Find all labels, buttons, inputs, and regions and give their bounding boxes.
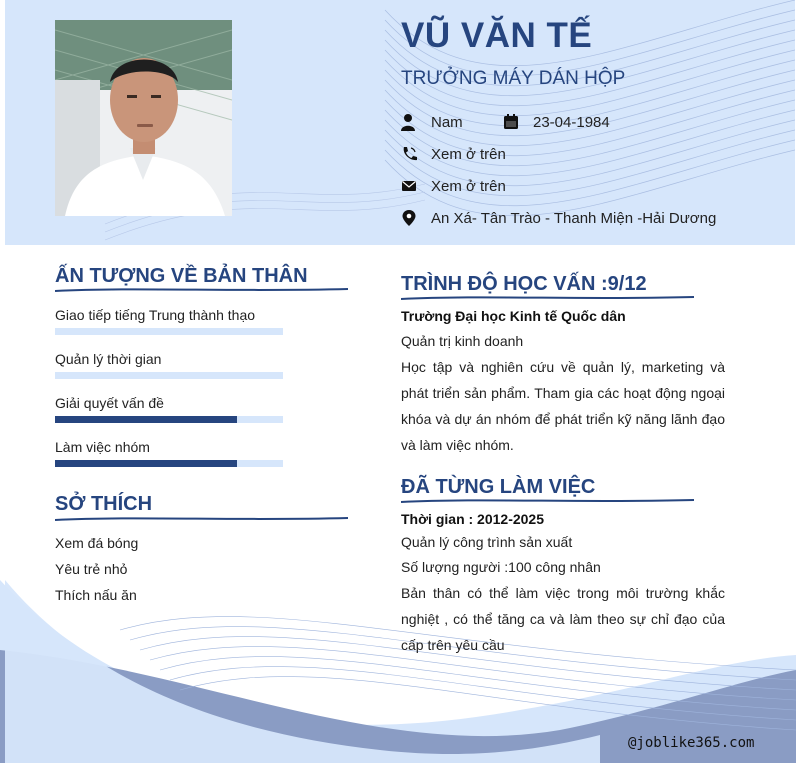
- skill-bar: [55, 328, 283, 335]
- skills-heading-underline: [55, 287, 348, 293]
- phone-row: [401, 145, 506, 163]
- email-row: [401, 177, 506, 195]
- experience-description: Bản thân có thể làm việc trong môi trường khắc nghiệt , có thể tăng ca và làm theo sự chỉ đạo của cấp trên yêu cầu: [401, 585, 725, 653]
- skill-bar-fill: [55, 416, 237, 423]
- experience-role: Quản lý công trình sản xuất: [401, 534, 573, 550]
- gender-value: Nam: [431, 113, 463, 131]
- profile-photo: [55, 20, 232, 216]
- education-heading: TRÌNH ĐỘ HỌC VẤN :9/12: [401, 273, 647, 295]
- dob-value: 23-04-1984: [533, 113, 610, 131]
- dob-row: [503, 113, 610, 131]
- skill-label: Giao tiếp tiếng Trung thành thạo: [55, 307, 256, 323]
- hobby-item: Yêu trẻ nhỏ: [55, 561, 128, 577]
- envelope-icon: [401, 177, 417, 195]
- hobby-item: Thích nấu ăn: [55, 587, 137, 603]
- address-row: [401, 209, 716, 227]
- education-heading-underline: [401, 295, 694, 301]
- education-description: Học tập và nghiên cứu về quản lý, marketing và phát triển sản phẩm. Tham gia các hoạt động ngoại khóa và dự án nhóm để phát triển kỹ năng lãnh đạo và làm việc nhóm.: [401, 359, 725, 453]
- gender-row: [401, 113, 463, 131]
- skills-heading: ẤN TƯỢNG VỀ BẢN THÂN: [55, 265, 308, 287]
- skill-bar: [55, 416, 283, 423]
- skill-bar-fill: [55, 460, 237, 467]
- email-value: Xem ở trên: [431, 177, 506, 195]
- education-major: Quản trị kinh doanh: [401, 333, 524, 349]
- user-icon: [401, 113, 417, 131]
- address-value: An Xá- Tân Trào - Thanh Miện -Hải Dương: [431, 209, 717, 227]
- job-title: TRƯỞNG MÁY DÁN HỘP: [401, 68, 626, 89]
- hobbies-heading: SỞ THÍCH: [55, 493, 153, 515]
- skill-bar: [55, 460, 283, 467]
- experience-staff: Số lượng người :100 công nhân: [401, 559, 601, 575]
- skill-bar: [55, 372, 283, 379]
- experience-heading-underline: [401, 498, 694, 504]
- hobby-item: Xem đá bóng: [55, 535, 139, 551]
- map-pin-icon: [401, 209, 417, 227]
- phone-icon: [401, 145, 417, 163]
- phone-value: Xem ở trên: [431, 145, 506, 163]
- experience-heading: ĐÃ TỪNG LÀM VIỆC: [401, 476, 596, 498]
- candidate-name: VŨ VĂN TẾ: [401, 16, 593, 55]
- calendar-icon: [503, 113, 519, 131]
- watermark-text: @joblike365.com: [628, 735, 755, 751]
- skill-label: Làm việc nhóm: [55, 439, 150, 455]
- portrait-illustration: [55, 20, 232, 216]
- education-school: Trường Đại học Kinh tế Quốc dân: [401, 308, 626, 324]
- experience-time: Thời gian : 2012-2025: [401, 511, 545, 527]
- hobbies-heading-underline: [55, 516, 348, 522]
- skill-label: Giải quyết vấn đề: [55, 395, 164, 411]
- skill-label: Quản lý thời gian: [55, 351, 162, 367]
